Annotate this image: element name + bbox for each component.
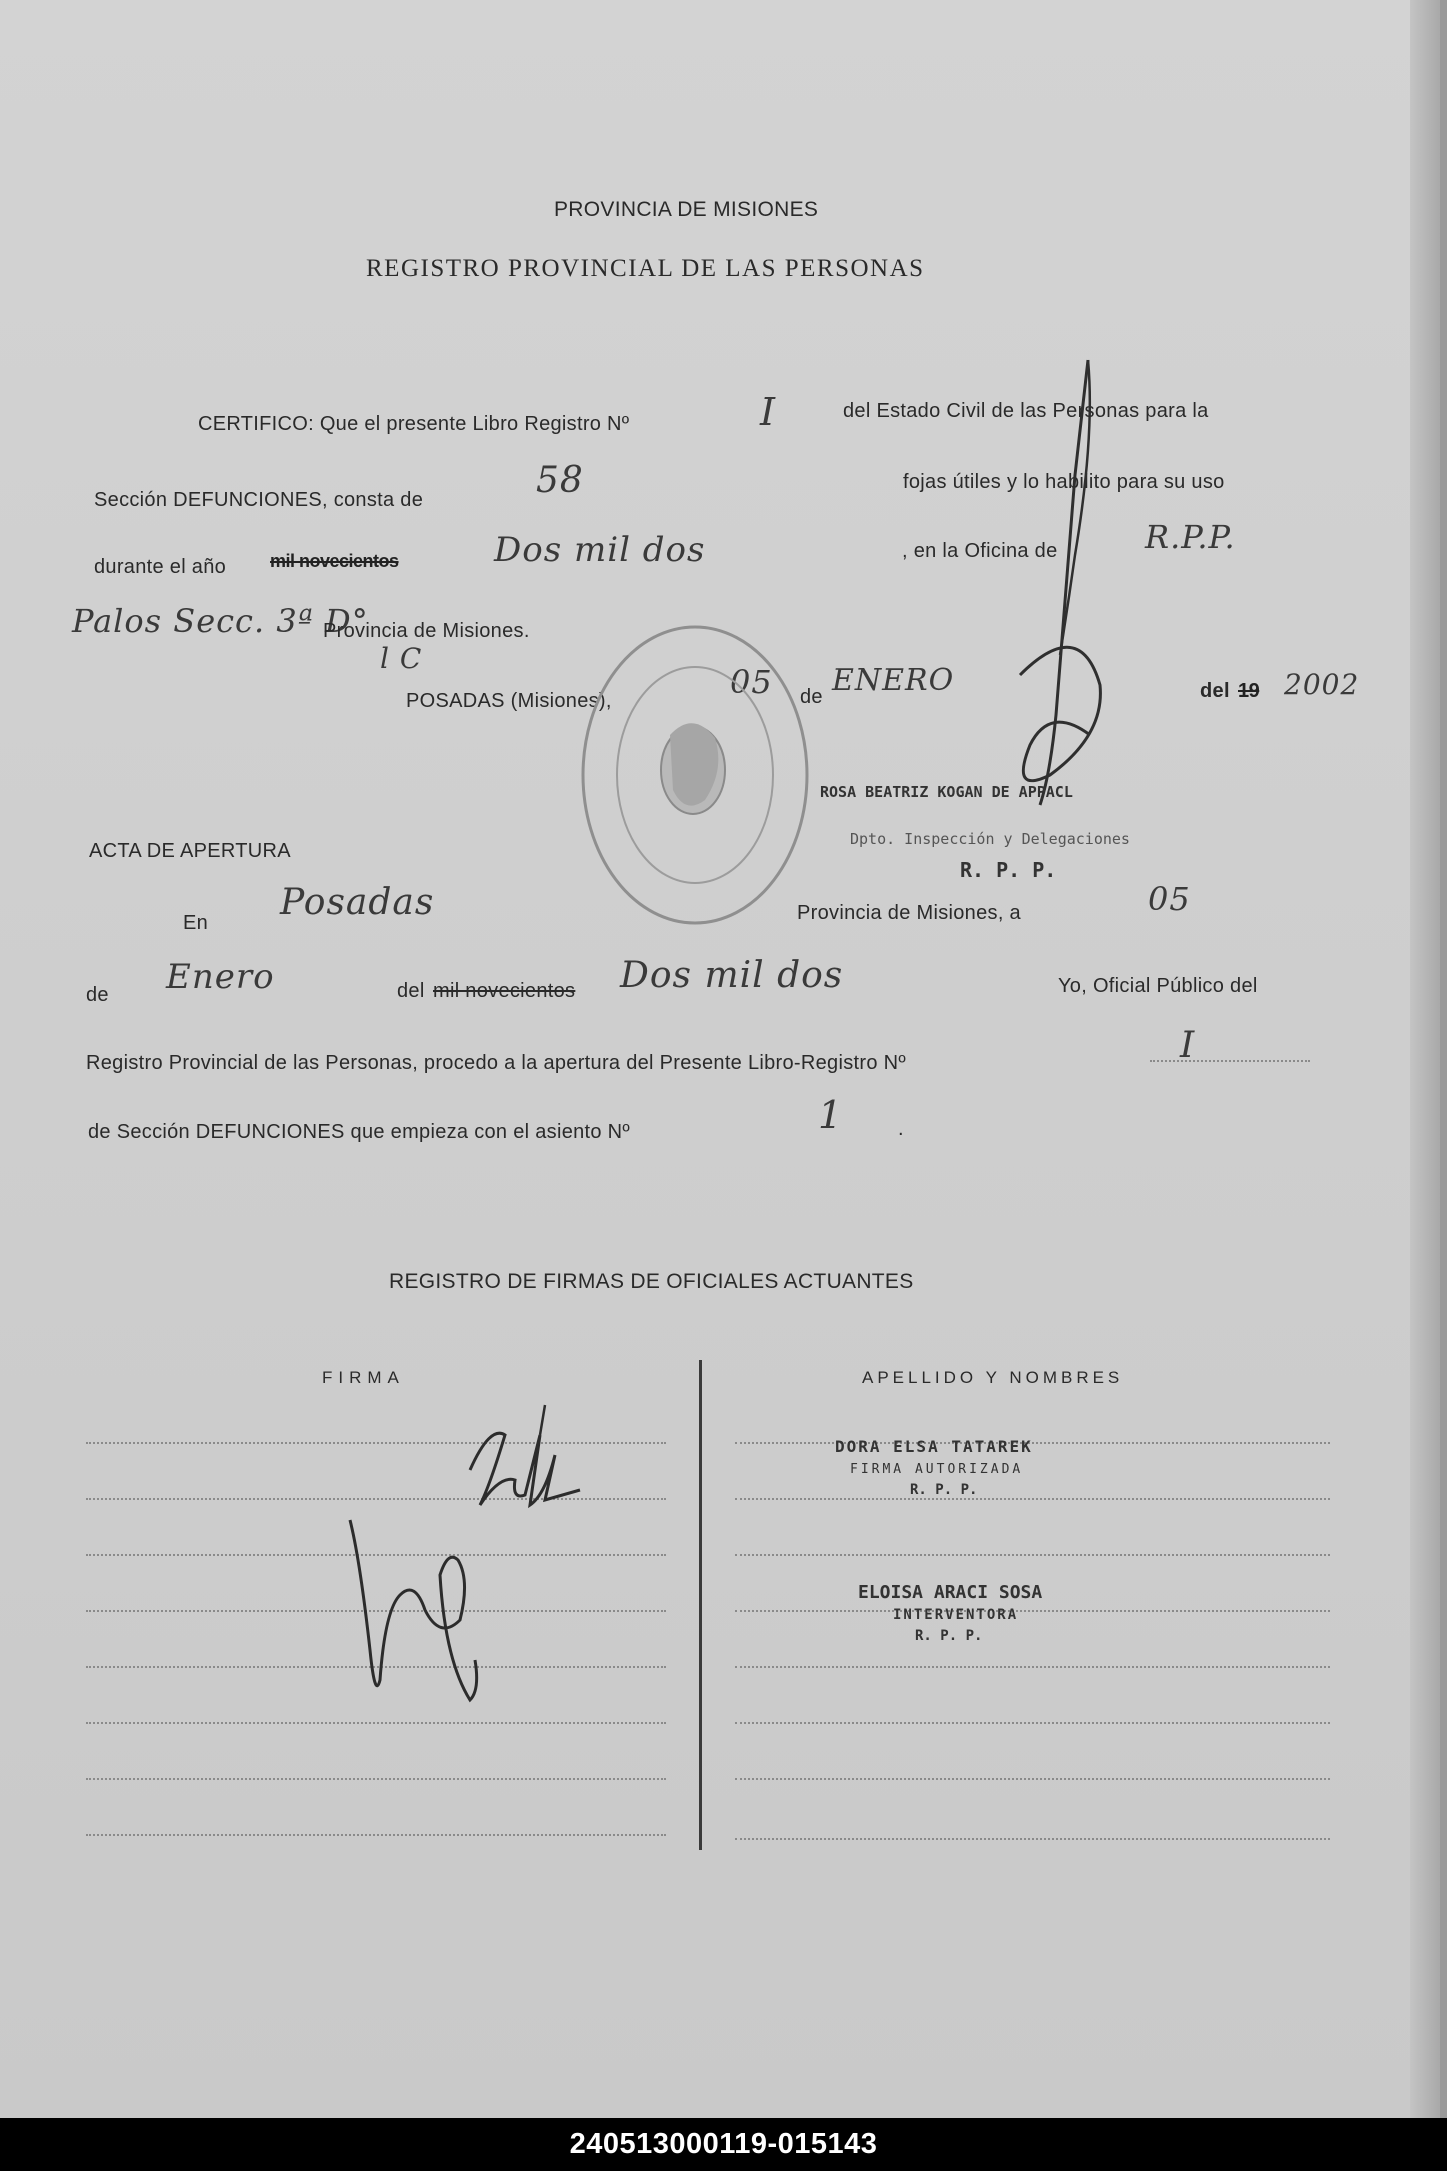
acta-period: . [898,1118,904,1140]
province-heading: PROVINCIA DE MISIONES [554,198,819,221]
names-line [735,1778,1330,1780]
acta-title: ACTA DE APERTURA [89,840,291,862]
handwritten-month: ENERO [832,663,955,698]
date-del: del [1200,680,1230,702]
stamp-name: ROSA BEATRIZ KOGAN DE APPACL [820,783,1073,801]
col-firma: FIRMA [322,1368,405,1387]
column-divider [699,1360,702,1850]
handwritten-city: Posadas [280,882,435,923]
firma-line [86,1778,666,1780]
acta-provincia: Provincia de Misiones, a [797,902,1021,924]
handwritten-acta-book: I [1180,1025,1196,1066]
handwritten-office: R.P.P. [1145,518,1236,556]
scan-id-bar: 240513000119-015143 [0,2118,1447,2171]
date-de: de [800,686,823,708]
stamp-rpp: R. P. P. [960,858,1057,882]
acta-del: del [397,980,425,1002]
stamp1-name: DORA ELSA TATAREK [835,1437,1033,1456]
handwritten-initials: l C [380,642,423,675]
cert-line3-b: , en la Oficina de [902,540,1058,562]
handwritten-day: 05 [730,663,773,701]
struck-acta-century: mil novecientos [433,980,576,1002]
acta-de: de [86,984,109,1006]
acta-en: En [183,912,209,934]
stamp2-role: INTERVENTORA [893,1607,1019,1623]
names-line [735,1722,1330,1724]
names-line [735,1554,1330,1556]
stamp-dept: Dpto. Inspección y Delegaciones [850,830,1130,848]
cert-line2-b: fojas útiles y lo habilito para su uso [903,471,1225,493]
cert-line4: Provincia de Misiones. [323,620,530,642]
struck-century: 19 [1238,680,1260,702]
acta-line3: Registro Provincial de las Personas, procedo a la apertura del Presente Libro-Registro Nº [86,1052,906,1074]
handwritten-acta-day: 05 [1148,880,1191,918]
handwritten-year: Dos mil dos [494,530,706,570]
registry-heading: REGISTRO PROVINCIAL DE LAS PERSONAS [366,255,925,282]
handwritten-acta-month: Enero [166,957,275,997]
cert-line2-a: Sección DEFUNCIONES, consta de [94,489,424,511]
acta-line4: de Sección DEFUNCIONES que empieza con el asiento Nº [88,1121,631,1143]
handwritten-entry: 1 [818,1093,844,1137]
date-prefix: POSADAS (Misiones), [406,690,612,712]
firma-line [86,1834,666,1836]
stamp1-role: FIRMA AUTORIZADA [850,1462,1024,1477]
cert-line3-a: durante el año [94,556,227,578]
handwritten-pages: 58 [536,460,584,501]
names-line [735,1498,1330,1500]
cert-line1-b: del Estado Civil de las Personas para la [843,400,1209,422]
names-line [735,1666,1330,1668]
cert-line1-a: CERTIFICO: Que el presente Libro Registro Nº [198,413,630,435]
signatures-title: REGISTRO DE FIRMAS DE OFICIALES ACTUANTES [389,1270,914,1293]
fill-line [1150,1060,1310,1062]
col-apellido-nombres: APELLIDO Y NOMBRES [862,1368,1124,1387]
handwritten-full-year: 2002 [1284,668,1360,701]
certifier-signature [990,355,1130,825]
handwritten-book-number: I [760,390,777,434]
stamp1-org: R. P. P. [910,1482,978,1498]
stamp2-name: ELOISA ARACI SOSA [858,1582,1043,1603]
official-seal [575,620,815,930]
page-edge [1410,0,1440,2118]
names-line [735,1610,1330,1612]
firma-line [86,1722,666,1724]
handwritten-acta-year: Dos mil dos [620,955,844,996]
struck-year-text: mil novecientos [270,551,399,571]
names-line [735,1838,1330,1840]
handwritten-place: Palos Secc. 3ª D° [72,602,369,640]
stamp2-org: R. P. P. [915,1628,983,1644]
officer-signature-2 [330,1500,530,1720]
acta-yo: Yo, Oficial Público del [1058,975,1258,997]
